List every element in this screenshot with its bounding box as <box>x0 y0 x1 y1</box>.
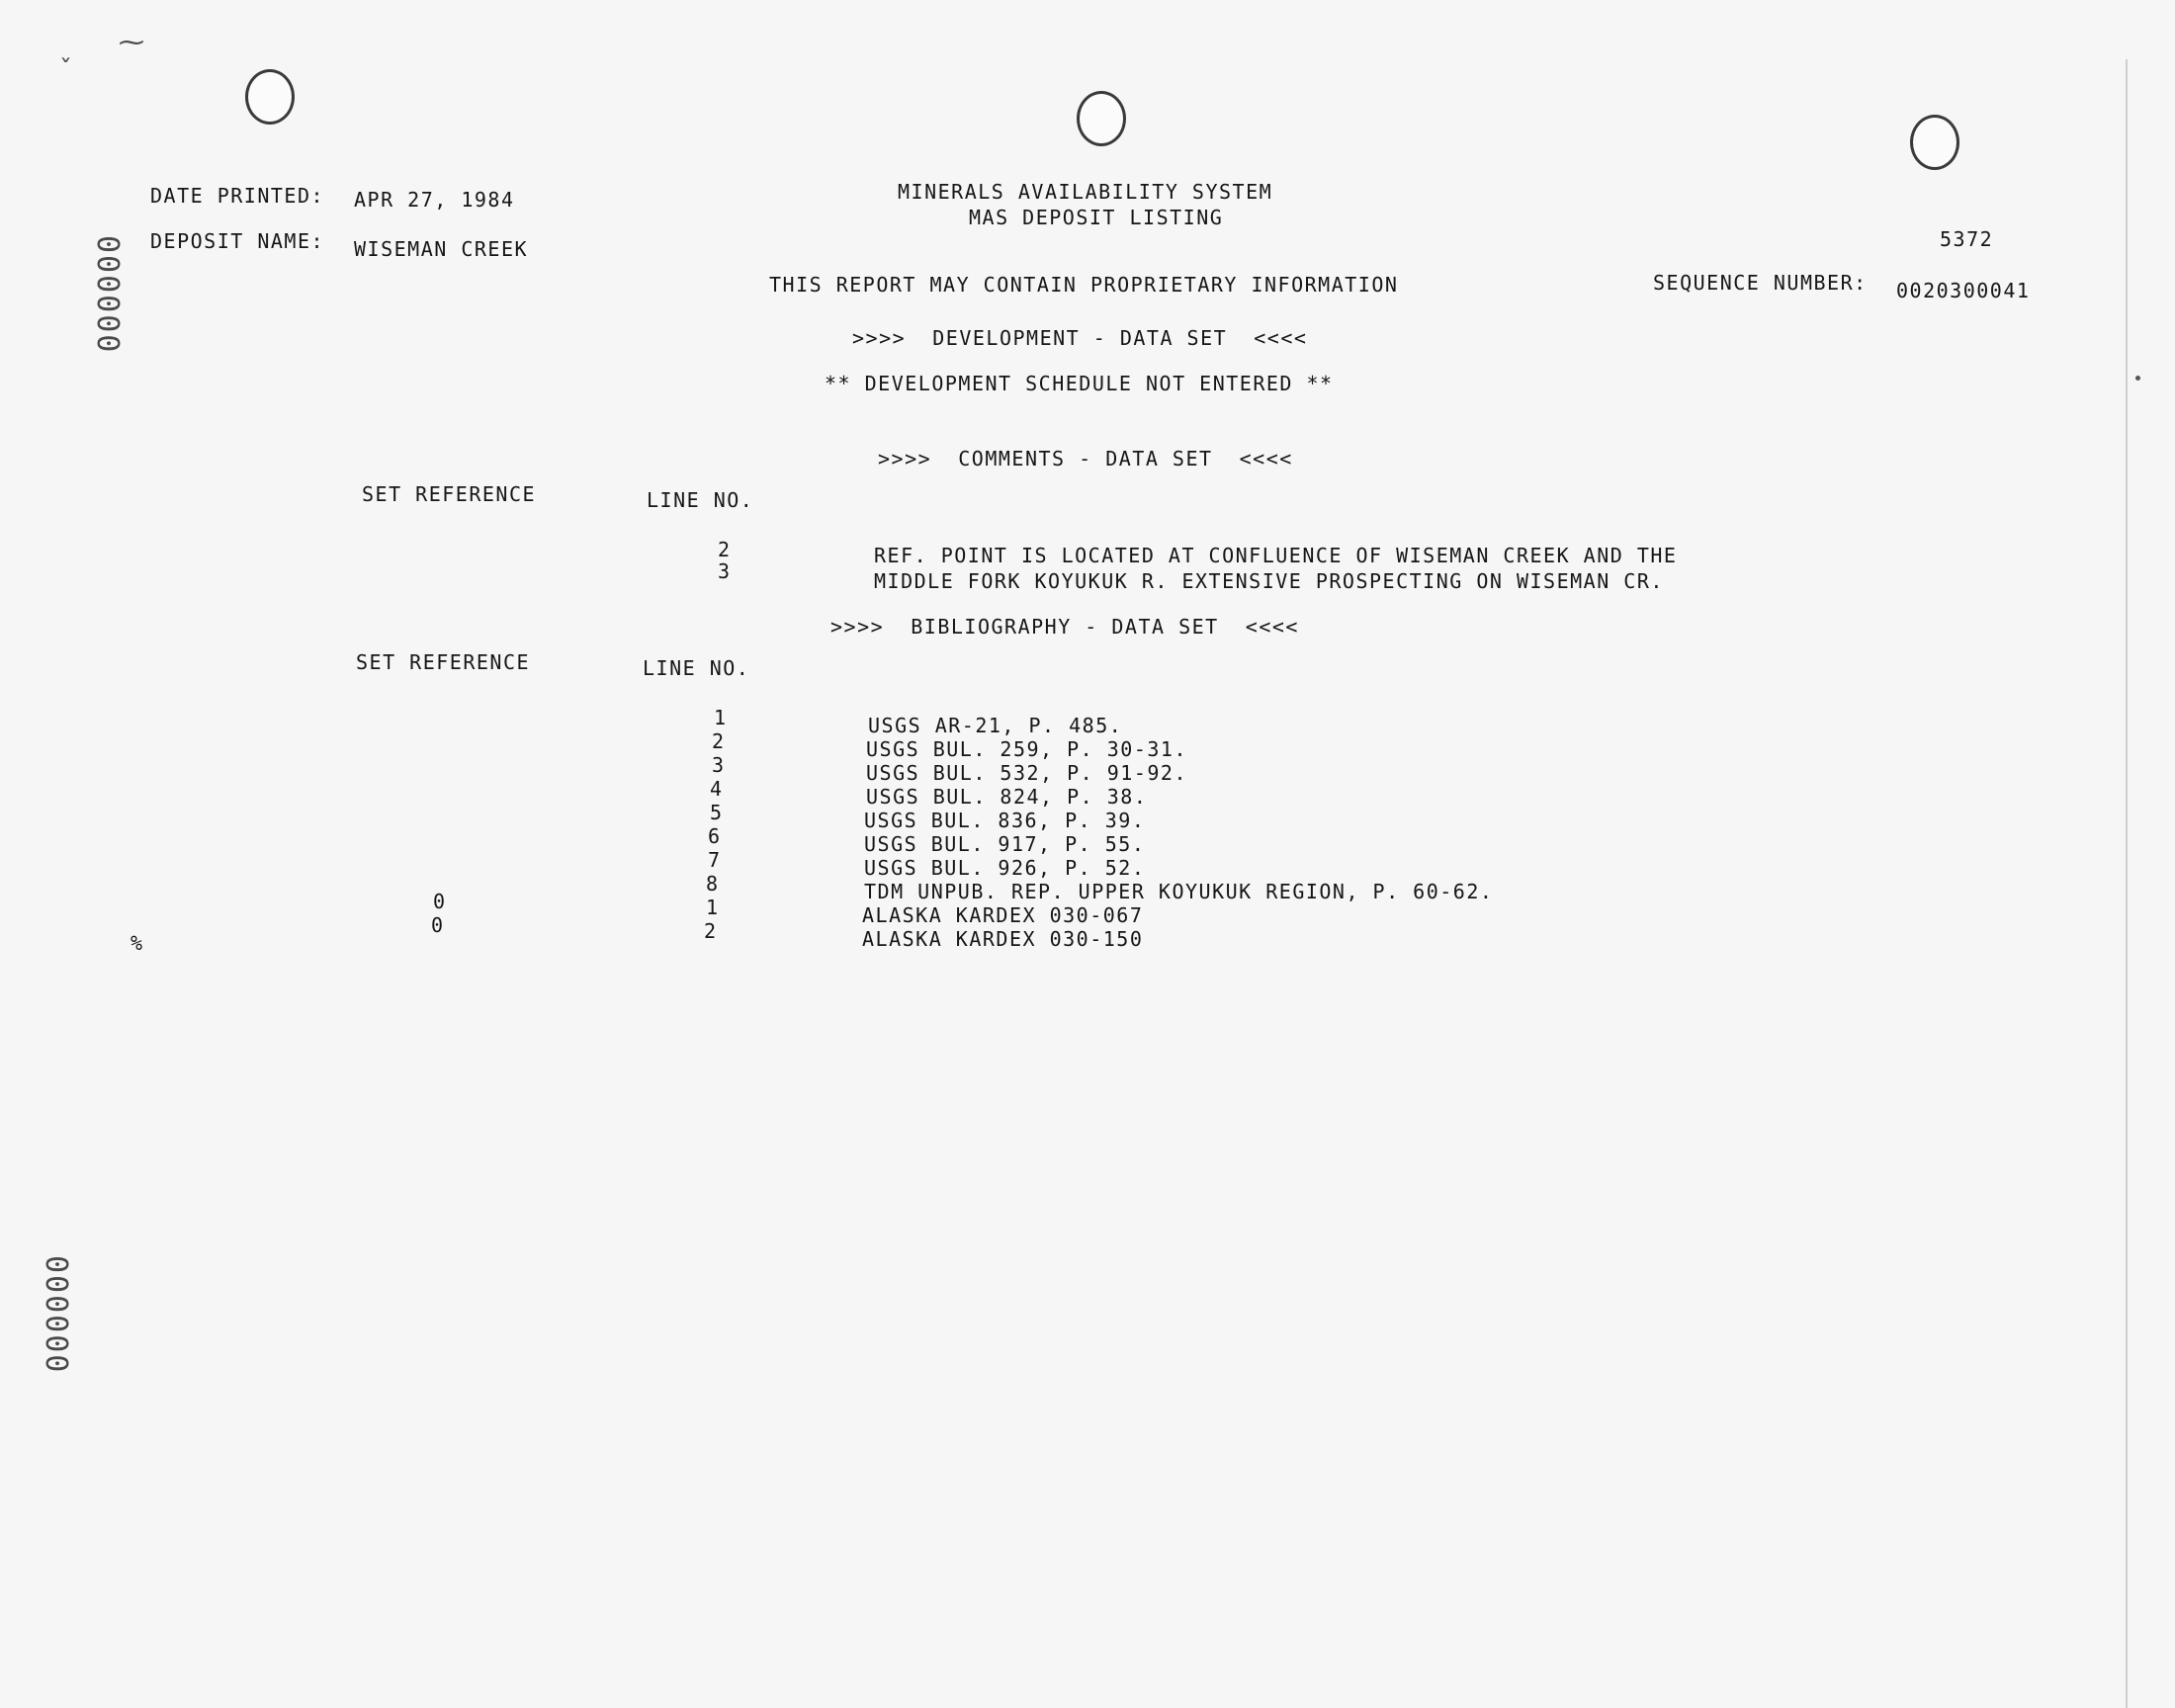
bib-line-number: 4 <box>710 777 724 801</box>
bib-line-number: 3 <box>712 753 726 777</box>
bib-set-reference: 0 <box>431 913 445 937</box>
bib-citation: USGS BUL. 836, P. 39. <box>864 809 1146 832</box>
bib-citation: TDM UNPUB. REP. UPPER KOYUKUK REGION, P. 60-62. <box>864 880 1494 903</box>
bib-citation: USGS AR-21, P. 485. <box>868 714 1123 737</box>
bib-citation: USGS BUL. 824, P. 38. <box>866 785 1148 809</box>
bib-line-number: 1 <box>714 706 728 729</box>
bibliography-col-set-reference: SET REFERENCE <box>356 650 531 674</box>
proprietary-notice: THIS REPORT MAY CONTAIN PROPRIETARY INFORMATION <box>769 273 1399 297</box>
bib-citation: USGS BUL. 532, P. 91-92. <box>866 761 1187 785</box>
deposit-name-value: WISEMAN CREEK <box>354 237 529 261</box>
sequence-label: SEQUENCE NUMBER: <box>1653 271 1868 295</box>
bib-citation: USGS BUL. 259, P. 30-31. <box>866 737 1187 761</box>
scribble-mark: ˇ <box>59 55 74 85</box>
sequence-value: 0020300041 <box>1896 279 2031 302</box>
page-number: 5372 <box>1940 227 1994 251</box>
listing-title: MAS DEPOSIT LISTING <box>969 206 1224 229</box>
speck <box>2135 376 2140 381</box>
bib-citation: USGS BUL. 926, P. 52. <box>864 856 1146 880</box>
binder-hole-right <box>1910 115 1959 170</box>
comment-line-text: MIDDLE FORK KOYUKUK R. EXTENSIVE PROSPECTING ON WISEMAN CR. <box>874 569 1664 593</box>
development-heading: >>>> DEVELOPMENT - DATA SET <<<< <box>852 326 1308 350</box>
comment-line-number: 3 <box>718 559 732 583</box>
comments-col-set-reference: SET REFERENCE <box>362 482 537 506</box>
comments-heading: >>>> COMMENTS - DATA SET <<<< <box>878 447 1293 470</box>
system-title: MINERALS AVAILABILITY SYSTEM <box>898 180 1273 204</box>
page-edge <box>2126 59 2128 1708</box>
comment-line-number: 2 <box>718 538 732 561</box>
comments-col-line-no: LINE NO. <box>647 488 754 512</box>
percent-mark: % <box>130 931 144 955</box>
comment-line-text: REF. POINT IS LOCATED AT CONFLUENCE OF WISEMAN CREEK AND THE <box>874 544 1678 567</box>
bib-citation: USGS BUL. 917, P. 55. <box>864 832 1146 856</box>
date-printed-value: APR 27, 1984 <box>354 188 515 212</box>
margin-stamp-bottom: 000000 <box>39 1255 73 1375</box>
bib-line-number: 2 <box>712 729 726 753</box>
deposit-name-label: DEPOSIT NAME: <box>150 229 325 253</box>
bib-line-number: 7 <box>708 848 722 872</box>
binder-hole-center <box>1077 91 1126 146</box>
bib-line-number: 2 <box>704 919 718 943</box>
bib-citation: ALASKA KARDEX 030-150 <box>862 927 1144 951</box>
bibliography-col-line-no: LINE NO. <box>643 656 750 680</box>
scribble-mark: ⁓ <box>119 28 146 57</box>
bib-set-reference: 0 <box>433 890 447 913</box>
development-note: ** DEVELOPMENT SCHEDULE NOT ENTERED ** <box>825 372 1334 395</box>
bib-line-number: 5 <box>710 801 724 824</box>
bib-citation: ALASKA KARDEX 030-067 <box>862 903 1144 927</box>
margin-stamp-top: 000000 <box>90 235 125 355</box>
date-printed-label: DATE PRINTED: <box>150 184 325 208</box>
bib-line-number: 8 <box>706 872 720 896</box>
binder-hole-left <box>245 69 295 125</box>
bibliography-heading: >>>> BIBLIOGRAPHY - DATA SET <<<< <box>830 615 1299 639</box>
bib-line-number: 6 <box>708 824 722 848</box>
bib-line-number: 1 <box>706 896 720 919</box>
